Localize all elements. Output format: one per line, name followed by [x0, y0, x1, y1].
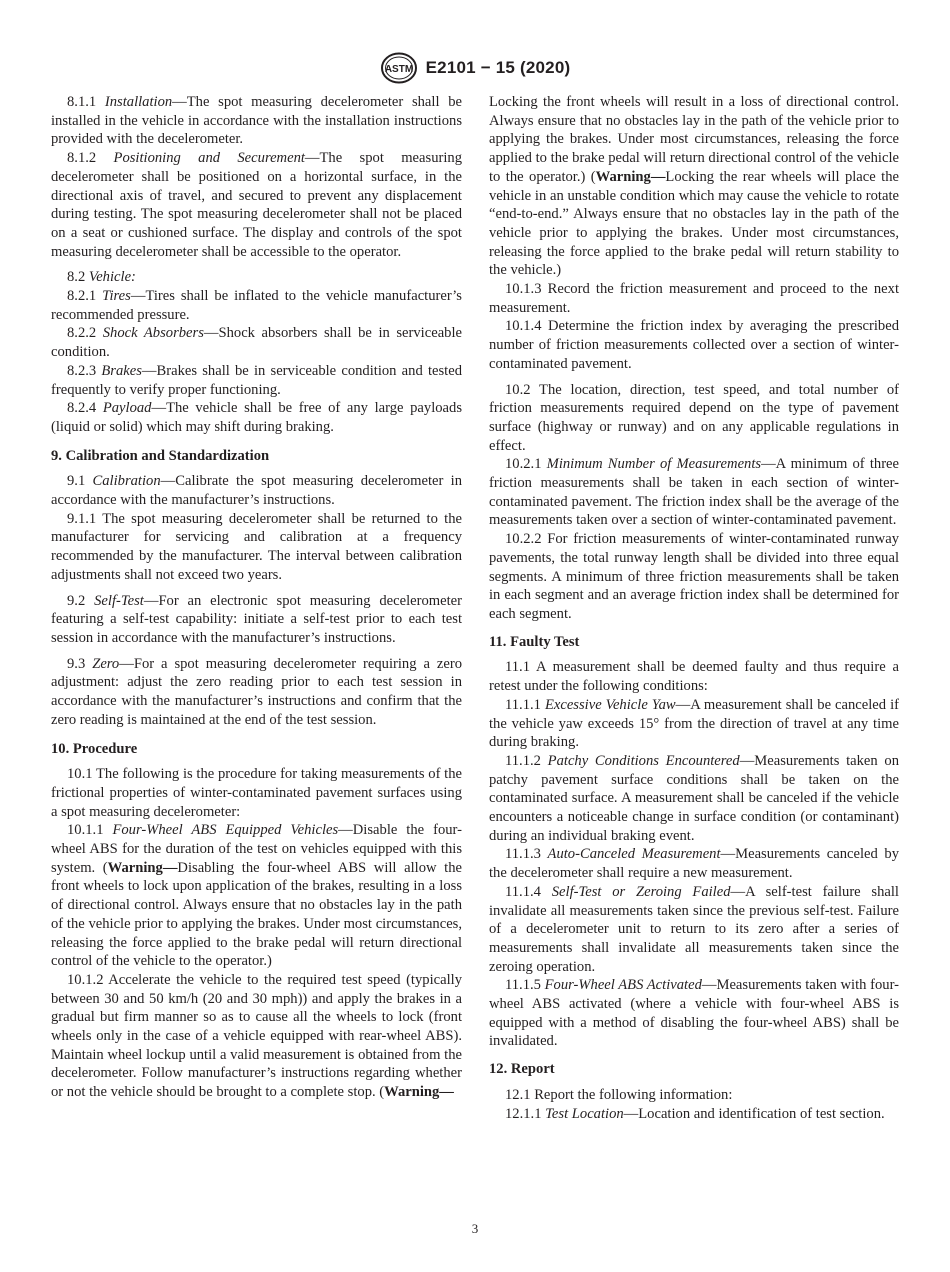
page-header: [0, 52, 950, 84]
page-number: 3: [471, 1221, 479, 1236]
paragraph-10-1-1: 10.1.1 Four-Wheel ABS Equipped Vehicles—Disable the four-wheel ABS for the duration of the test on vehicles equipped with this system. (Warning—Disabling the four-wheel ABS will allow the front wheels to lock upon application of the brakes, resulting in a loss of directional control. Always ensure that no obstacles lay in the path of the vehicle prior to applying the brakes. Under most circumstances, releasing the force applied to the brake pedal will return directional control of the vehicle to the operator.): [51, 822, 462, 970]
paragraph-12-1: 12.1 Report the following information:: [505, 1086, 733, 1103]
paragraph-10-1-2-continued: Locking the front wheels will result in a loss of directional control. Always ensure that no obstacles lay in the path of the vehicle prior to applying the brakes. Under most circumstances, releasing the force applied to the brake pedal will return directional control of the vehicle to the operator.) (Warning—Locking the rear wheels will place the vehicle in an unstable condition which may cause the vehicle to rotate “end-to-end.” Always ensure that no obstacles lay in the path of the vehicle prior to applying the brakes. Under most circumstances, releasing the force applied to the brake pedal will return stability to the vehicle.): [489, 94, 899, 279]
left-column: [51, 93, 462, 1102]
paragraph-10-2-1: 10.2.1 Minimum Number of Measurements—A minimum of three friction measurements shall be taken in each section of winter-contaminated pavement. The friction index shall be the average of the measurements taken over a section of winter-contaminated pavement.: [489, 456, 900, 529]
paragraph-11-1-3: 11.1.3 Auto-Canceled Measurement—Measurements canceled by the decelerometer shall require a new measurement.: [489, 846, 899, 882]
paragraph-10-1: 10.1 The following is the procedure for taking measurements of the frictional properties of winter-contaminated pavement surfaces using a spot measuring decelerometer:: [51, 766, 462, 820]
paragraph-11-1-2: 11.1.2 Patchy Conditions Encountered—Measurements taken on patchy pavement surface conditions shall be taken on the contaminated surface. A measurement shall be canceled if the vehicle encounters a noticeable change in surface condition (or contaminant) during an individual braking event.: [489, 752, 899, 844]
paragraph-8-1-1: 8.1.1 Installation—The spot measuring decelerometer shall be installed in the vehicle in accordance with the installation instructions provided with the decelerometer.: [51, 94, 462, 148]
paragraph-11-1: 11.1 A measurement shall be deemed faulty and thus require a retest under the following conditions:: [489, 659, 899, 695]
svg-text:ASTM: ASTM: [384, 64, 413, 75]
paragraph-8-2-1: 8.2.1 Tires—Tires shall be inflated to the vehicle manufacturer’s recommended pressure.: [51, 288, 462, 323]
paragraph-10-1-4: 10.1.4 Determine the friction index by averaging the prescribed number of friction measurements collected over a section of winter-contaminated pavement.: [489, 318, 899, 372]
paragraph-9-1: 9.1 Calibration—Calibrate the spot measuring decelerometer in accordance with the manufacturer’s instructions.: [51, 473, 462, 509]
paragraph-11-1-4: 11.1.4 Self-Test or Zeroing Failed—A self-test failure shall invalidate all measurements taken since the previous self-test. Failure of a decelerometer unit to return to its zero after a series of measurements shall invalidate all measurements taken since the zeroing operation.: [489, 883, 899, 975]
astm-logo-icon: [380, 52, 418, 84]
section-heading-12: 12. Report: [489, 1061, 555, 1078]
paragraph-11-1-1: 11.1.1 Excessive Vehicle Yaw—A measurement shall be canceled if the vehicle yaw exceeds 15° from the direction of travel at any time during braking.: [489, 696, 899, 751]
paragraph-10-1-3: 10.1.3 Record the friction measurement and proceed to the next measurement.: [489, 281, 899, 316]
section-heading-11: 11. Faulty Test: [489, 633, 580, 650]
paragraph-11-1-5: 11.1.5 Four-Wheel ABS Activated—Measurements taken with four-wheel ABS activated (where a vehicle with four-wheel ABS is equipped with a method of disabling the four-wheel ABS) shall be invalidated.: [489, 977, 899, 1050]
paragraph-10-2-2: 10.2.2 For friction measurements of winter-contaminated runway pavements, the total runway length shall be divided into three equal segments. A minimum of three friction measurements shall be taken in each segment and an average friction index shall be determined for each segment.: [489, 531, 899, 622]
paragraph-12-1-1: 12.1.1 Test Location—Location and identification of test section.: [505, 1105, 885, 1122]
paragraph-8-2-2: 8.2.2 Shock Absorbers—Shock absorbers shall be in serviceable condition.: [51, 325, 462, 361]
paragraph-9-3: 9.3 Zero—For a spot measuring decelerometer requiring a zero adjustment: adjust the zero reading prior to each test session in accordance with the manufacturer’s instructions and confirm that the zero reading is maintained at the end of the test session.: [51, 655, 462, 728]
paragraph-8-1-2: 8.1.2 Positioning and Securement—The spot measuring decelerometer shall be positioned on a horizontal surface, in the directional axis of travel, and secured to prevent any displacement during testing. The spot measuring decelerometer shall not be placed on a seat or cushioned surface. The display and controls of the spot measuring decelerometer shall be accessible to the operator.: [51, 150, 462, 260]
section-heading-10: 10. Procedure: [51, 740, 138, 757]
section-heading-9: 9. Calibration and Standardization: [51, 447, 270, 464]
paragraph-8-2: 8.2 Vehicle:: [67, 269, 136, 286]
right-column: [489, 93, 899, 1123]
paragraph-9-1-1: 9.1.1 The spot measuring decelerometer shall be returned to the manufacturer for servicing and calibration at a frequency recommended by the manufacturer. The interval between calibration adjustments shall not exceed two years.: [51, 510, 462, 583]
paragraph-10-1-2: 10.1.2 Accelerate the vehicle to the required test speed (typically between 30 and 50 km/h (20 and 30 mph)) and apply the brakes in a gradual but firm manner so as to cause all the wheels to lock (front wheels only in the case of a vehicle equipped with rear-wheel ABS). Maintain wheel lockup until a valid measurement is obtained from the decelerometer. Follow manufacturer’s instructions regarding whether or not the vehicle should be brought to a complete stop. (Warning—: [51, 971, 462, 1101]
document-id: E2101 − 15 (2020): [425, 58, 571, 77]
paragraph-9-2: 9.2 Self-Test—For an electronic spot measuring decelerometer featuring a self-test capability: initiate a self-test prior to each test session in accordance with the manufacturer’s instructions.: [51, 592, 463, 646]
paragraph-8-2-4: 8.2.4 Payload—The vehicle shall be free of any large payloads (liquid or solid) which may shift during braking.: [51, 400, 462, 435]
paragraph-10-2: 10.2 The location, direction, test speed, and total number of friction measurements required depend on the type of pavement surface (highway or runway) and on any applicable regulations in effect.: [489, 381, 899, 454]
paragraph-8-2-3: 8.2.3 Brakes—Brakes shall be in serviceable condition and tested frequently to verify proper functioning.: [51, 362, 462, 398]
